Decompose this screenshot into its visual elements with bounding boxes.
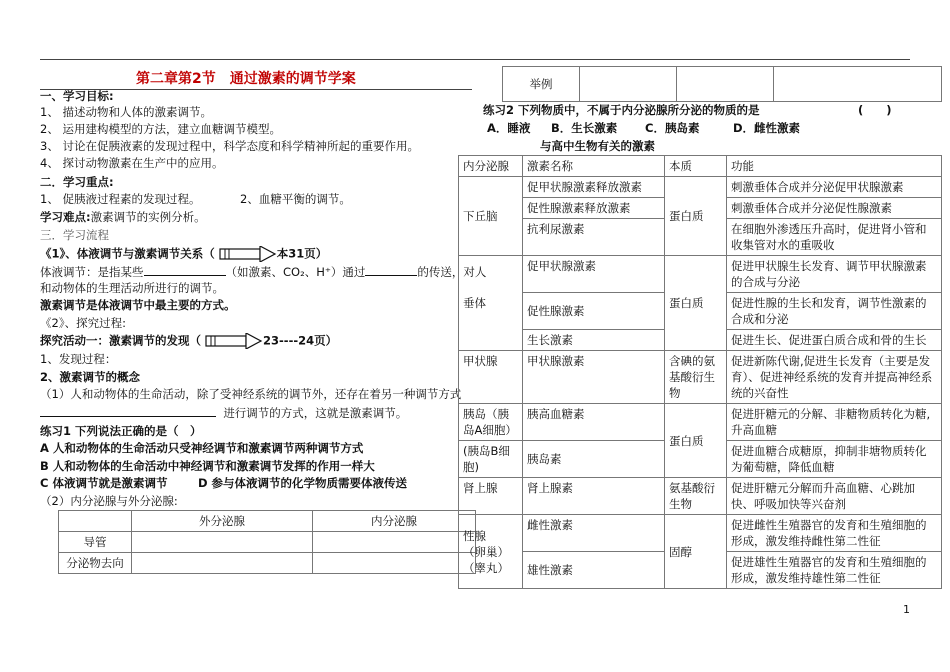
exercise1-option-b[interactable]: B 人和动物体的生命活动中神经调节和激素调节发挥的作用一样大 [40,459,375,473]
gland-ovary: （卵巢） [463,544,509,559]
hormone-function: 促进新陈代谢,促进生长发育（主要是发育）、促进神经系统的发育并提高神经系统的兴奋性 [727,351,942,404]
page-title: 第二章第2节 通过激素的调节学案 [136,71,356,87]
exercise2-heading: 练习2 下列物质中，不属于内分泌腺所分泌的物质的是 [483,103,760,117]
gland-hypothalamus: 下丘脑 [459,177,523,256]
hormone-function: 促进肝糖元的分解、非糖物质转化为糖,升高血糖 [727,404,942,441]
hormone-function: 刺激垂体合成并分泌促甲状腺激素 [727,177,942,198]
hormone-function: 刺激垂体合成并分泌促性腺激素 [727,198,942,219]
gland-thyroid: 甲状腺 [459,351,523,404]
concept-heading: 2、激素调节的概念 [40,370,141,384]
gland-gonad-label: 性腺 [463,528,486,543]
header-hormone: 激素名称 [523,156,665,177]
header-gland: 内分泌腺 [459,156,523,177]
exercise1-option-a[interactable]: A 人和动物体的生命活动只受神经调节和激素调节两种调节方式 [40,441,364,455]
hormone-name: 促甲状腺激素释放激素 [523,177,665,198]
nature-protein: 蛋白质 [665,177,727,256]
part1-page-ref: 本31页） [276,246,328,261]
gland-adrenal: 肾上腺 [459,478,523,515]
gland-header-endocrine: 内分泌腺 [313,511,476,532]
concept-text-cont [40,405,407,421]
gland-header-exocrine: 外分泌腺 [132,511,313,532]
example-cell[interactable] [580,67,677,102]
hormone-function: 促进血糖合成糖原，抑制非塘物质转化为葡萄糖，降低血糖 [727,441,942,478]
exercise2-option-c[interactable]: C．胰岛素 [645,121,700,135]
gland-row-duct: 导管 [59,532,132,553]
hormone-table-title: 与高中生物有关的激素 [540,139,655,153]
example-label: 举例 [503,67,580,102]
gland-islet-b: (胰岛B细胞) [459,441,523,478]
nature-protein: 蛋白质 [665,404,727,478]
exercise2-paren: ( ) [858,103,892,117]
goal-item: 2、 运用建构模型的方法，建立血糖调节模型。 [40,122,281,136]
section-flow-heading: 三．学习流程 [40,228,109,242]
part2-heading: 《2》、探究过程: [40,316,126,330]
exercise2-option-a[interactable]: A．睡液 [487,121,531,135]
header-nature: 本质 [665,156,727,177]
hormone-function: 促进甲状腺生长发育、调节甲状腺激素的合成与分泌 [727,256,942,293]
hormone-name: 雌性激素 [523,515,665,552]
fill-blank[interactable] [365,264,417,276]
goal-item: 1、 描述动物和人体的激素调节。 [40,105,212,119]
example-cell[interactable] [774,67,942,102]
hormone-function: 在细胞外渗透压升高时，促进肾小管和收集管对水的重吸收 [727,219,942,256]
goal-item: 4、 探讨动物激素在生产中的应用。 [40,156,224,170]
gland-cell[interactable] [313,532,476,553]
discovery-process: 1、发现过程： [40,352,117,366]
difficulty-line [40,210,206,225]
page-number: 1 [903,603,910,616]
hormone-name: 抗利尿激素 [523,219,665,256]
exercise2-option-b[interactable]: B．生长激素 [551,121,618,135]
hormone-function: 促进性腺的生长和发育，调节性激素的合成和分泌 [727,293,942,330]
humoral-def-a: 体液调节：是指某些 [40,265,144,279]
example-cell[interactable] [677,67,774,102]
difficulty-label: 学习难点: [40,210,91,224]
humoral-def-line [40,264,486,280]
nature-steroid: 固醇 [665,515,727,589]
part1-heading [40,246,327,262]
hormone-name: 促性腺激素 [523,293,665,330]
section-goals-heading: 一、学习目标: [40,89,114,103]
header-function: 功能 [727,156,942,177]
gland-row-secretion: 分泌物去向 [59,553,132,574]
gland-compare-heading: （2）内分泌腺与外分泌腺: [40,494,178,508]
exercise1-option-c[interactable]: C 体液调节就是激素调节 [40,476,168,490]
concept-text-end: 进行调节的方式，这就是激素调节。 [223,406,408,420]
goal-item: 3、 讨论在促胰液素的发现过程中，科学态度和科学精神所起的重要作用。 [40,139,419,153]
gland-testis: （睾丸） [463,560,509,575]
gland-gonad [459,515,523,589]
humoral-def-c: 的传送，对人 [417,265,487,279]
hormone-name: 胰高血糖素 [523,404,665,441]
hormone-table [458,155,942,589]
nature-iodine-aa: 含碘的氨基酸衍生物 [665,351,727,404]
gland-cell[interactable] [313,553,476,574]
gland-cell[interactable] [132,553,313,574]
key-point-1: 1、 促胰液过程素的发现过程。 [40,192,201,206]
hormone-function: 促进雄性生殖器官的发育和生殖细胞的形成，激发维持雄性第二性征 [727,552,942,589]
hormone-name: 促甲状腺激素 [523,256,665,293]
hormone-name: 生长激素 [523,330,665,351]
hormone-function: 促进雌性生殖器官的发育和生殖细胞的形成，激发维持雌性第二性征 [727,515,942,552]
gland-header-empty [59,511,132,532]
part1-heading-text: 《1》、体液调节与激素调节关系（ [40,246,215,261]
difficulty-text: 激素调节的实例分析。 [90,210,206,224]
section-key-heading: 二．学习重点: [40,175,114,189]
book-arrow-icon [219,246,277,262]
top-rule [40,59,910,60]
hormone-main-mode: 激素调节是体液调节中最主要的方式。 [40,298,236,312]
fill-blank[interactable] [144,264,226,276]
hormone-name: 胰岛素 [523,441,665,478]
hormone-name: 促性腺激素释放激素 [523,198,665,219]
exercise1-option-d[interactable]: D 参与体液调节的化学物质需要体液传送 [198,476,408,490]
gland-pituitary: 垂体 [459,256,523,351]
humoral-def-cont: 和动物体的生理活动所进行的调节。 [40,281,224,295]
activity1-page-ref: 23----24页） [263,333,338,348]
hormone-name: 雄性激素 [523,552,665,589]
fill-blank[interactable] [40,405,216,417]
hormone-function: 促进生长、促进蛋白质合成和骨的生长 [727,330,942,351]
nature-protein: 蛋白质 [665,256,727,351]
concept-text: （1）人和动物体的生命活动，除了受神经系统的调节外，还存在着另一种调节方式 [40,387,462,401]
activity1-heading-text: 探究活动一：激素调节的发现（ [40,333,201,348]
hormone-function: 促进肝糖元分解而升高血糖、心跳加快、呼吸加快等兴奋剂 [727,478,942,515]
activity1-heading [40,333,337,349]
exercise2-option-d[interactable]: D．雌性激素 [733,121,801,135]
hormone-name: 肾上腺素 [523,478,665,515]
exercise1-heading: 练习1 下列说法正确的是（ ） [40,424,202,438]
example-table [502,66,942,102]
book-arrow-icon [205,333,263,349]
gland-compare-table [58,510,476,574]
gland-islet-a: 胰岛（胰岛A细胞） [459,404,523,441]
key-point-2: 2、血糖平衡的调节。 [240,192,351,206]
hormone-name: 甲状腺激素 [523,351,665,404]
gland-cell[interactable] [132,532,313,553]
humoral-def-b: （如激素、CO₂、H⁺）通过 [225,265,366,279]
nature-aa-deriv: 氨基酸衍生物 [665,478,727,515]
